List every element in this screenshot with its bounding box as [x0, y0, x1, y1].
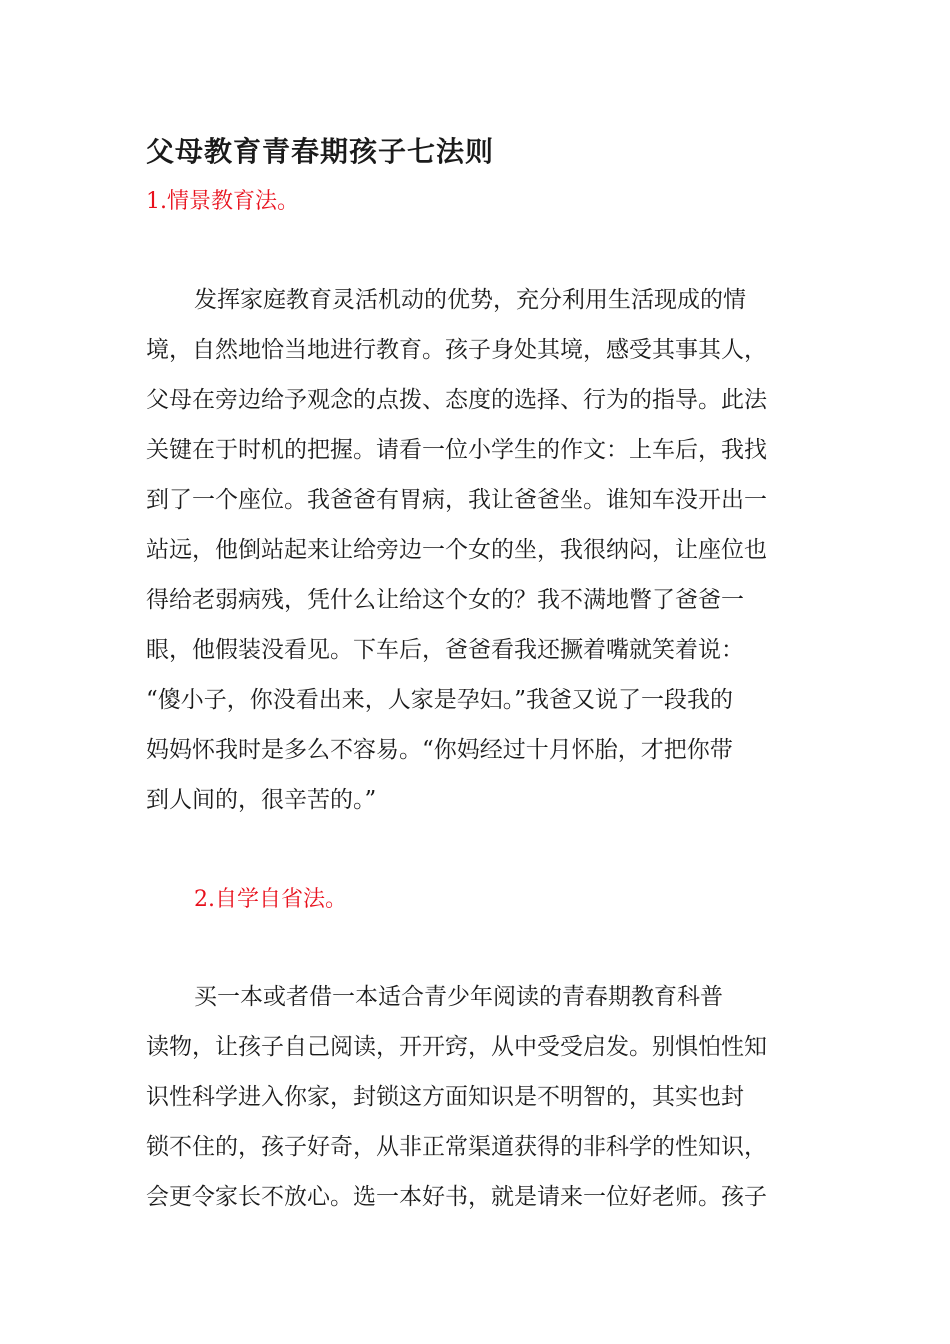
paragraph-line: 境，自然地恰当地进行教育。孩子身处其境，感受其事其人， — [146, 337, 767, 363]
section-2-paragraph — [146, 972, 826, 1222]
section-heading-2: 2.自学自省法。 — [194, 887, 347, 912]
paragraph-line: 站远，他倒站起来让给旁边一个女的坐，我很纳闷，让座位也 — [146, 537, 767, 563]
paragraph-line: 妈妈怀我时是多么不容易。“你妈经过十月怀胎，才把你带 — [146, 737, 733, 763]
paragraph-line: 得给老弱病残，凭什么让给这个女的？我不满地瞥了爸爸一 — [146, 587, 744, 613]
paragraph-line: 眼，他假装没看见。下车后，爸爸看我还撅着嘴就笑着说： — [146, 637, 744, 663]
paragraph-line: 买一本或者借一本适合青少年阅读的青春期教育科普 — [194, 984, 723, 1010]
paragraph-line: 会更令家长不放心。选一本好书，就是请来一位好老师。孩子 — [146, 1184, 767, 1210]
paragraph-line: 到了一个座位。我爸爸有胃病，我让爸爸坐。谁知车没开出一 — [146, 487, 767, 513]
section-heading-1: 1.情景教育法。 — [146, 189, 299, 214]
paragraph-line: “傻小子，你没看出来，人家是孕妇。”我爸又说了一段我的 — [146, 687, 734, 713]
paragraph-line: 父母在旁边给予观念的点拨、态度的选择、行为的指导。此法 — [146, 387, 767, 413]
paragraph-line: 关键在于时机的把握。请看一位小学生的作文：上车后，我找 — [146, 437, 767, 463]
paragraph-line: 到人间的，很辛苦的。” — [146, 787, 377, 813]
document-title: 父母教育青春期孩子七法则 — [146, 135, 495, 168]
paragraph-line: 读物，让孩子自己阅读，开开窍，从中受受启发。别惧怕性知 — [146, 1034, 767, 1060]
section-1-paragraph — [146, 275, 826, 825]
paragraph-line: 发挥家庭教育灵活机动的优势，充分利用生活现成的情 — [194, 287, 746, 313]
paragraph-line: 锁不住的，孩子好奇，从非正常渠道获得的非科学的性知识， — [146, 1134, 767, 1160]
paragraph-line: 识性科学进入你家，封锁这方面知识是不明智的，其实也封 — [146, 1084, 744, 1110]
